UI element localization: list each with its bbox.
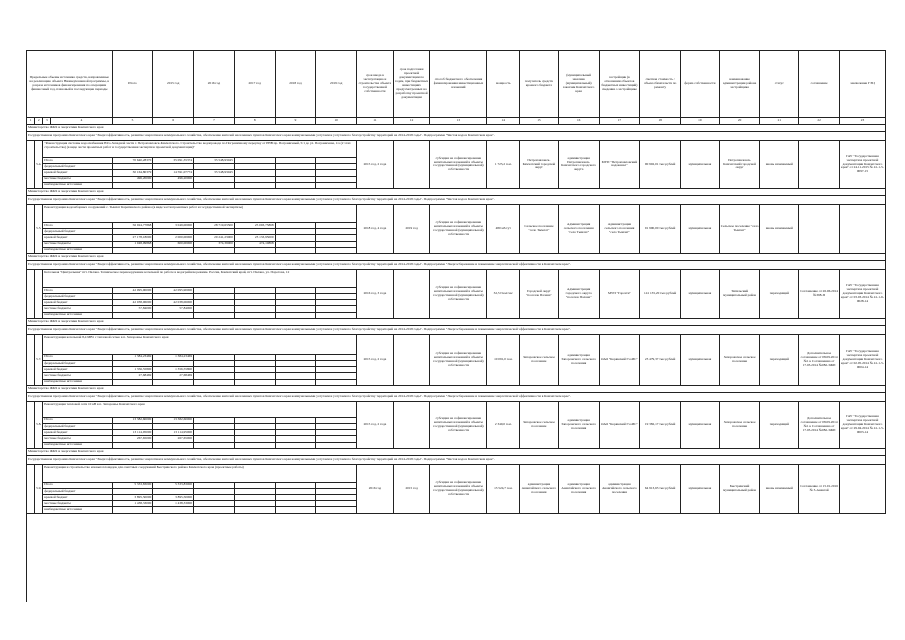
column-number: 5 — [112, 118, 153, 125]
header-col-2017: 2017 год — [234, 51, 275, 118]
object-title: Котельная "Центральная" пгт. Палана. Техническое перевооружение котельной по работе в водогрейном режиме. Россия, Камчатский край, пгт. Палана, ул. Поротова, 12 — [43, 269, 357, 287]
program-row — [27, 392, 886, 401]
finance-source-label: местные бюджеты — [43, 306, 112, 312]
object-admin: Петропавловск-Камчатский городской округ — [719, 141, 760, 189]
object-title-row — [27, 141, 886, 158]
object-capacity: 2 340,0 п.м. — [487, 401, 520, 448]
ministry-row — [27, 188, 886, 195]
program-row — [27, 455, 886, 464]
object-title: Реконструкция тепловой сети 10 кВ в п. Запорожье Камчатского края — [43, 401, 357, 417]
column-number: 9 — [275, 118, 316, 125]
header-col-expertise: заключение ГЭЦ — [839, 51, 885, 118]
header-col-admin: наименование администрации района застройщика — [719, 51, 760, 118]
object-customer: администрация Запорожского сельского поселения — [558, 334, 599, 385]
object-admin: Запорожское сельское поселение — [719, 334, 760, 385]
column-numbers-row — [27, 118, 886, 125]
object-design-term — [393, 269, 430, 318]
finance-2017: 25 093,75868 — [234, 222, 275, 228]
spacer-cell — [27, 334, 35, 385]
finance-2015: 13 382,60000 — [153, 417, 194, 423]
object-capacity: 10 091,0 п.м. — [487, 334, 520, 385]
ministry-row — [27, 448, 886, 455]
ministry-name: Министерство ЖКХ и энергетики Камчатского края — [27, 125, 886, 132]
finance-2015: 13 114,95000 — [153, 430, 194, 436]
finance-total: 13 382,60000 — [112, 417, 153, 423]
document-sheet — [26, 50, 886, 602]
header-col-sources: Предельные объемы источника средств, направленные на реализацию объекта Нижнеуказанной программы, в разрезе источников финансирования по операциям финансовый год, плановый и последующие периоды — [27, 51, 113, 118]
finance-total: 30 164,80379 — [112, 170, 153, 176]
object-expertise: ГАУ "Государственная экспертиза проектной документации Камчатского края" от 03.03.2014 № 41-1-6-0028-14 — [839, 269, 885, 318]
finance-source-label: федеральный бюджет — [43, 294, 112, 300]
object-admin: Сельское поселение "село Тымлат" — [719, 204, 760, 253]
object-design-term — [393, 401, 430, 448]
object-term: 2015 год, 2 года — [357, 334, 394, 385]
finance-total: 42 038,06000 — [112, 300, 153, 306]
finance-source-label: внебюджетные источники — [43, 312, 112, 318]
finance-source-label: местные бюджеты — [43, 176, 112, 182]
finance-total: 267,65000 — [112, 436, 153, 442]
column-number: 4 — [51, 118, 112, 125]
finance-total: 496,20000 — [112, 176, 153, 182]
object-customer: Администрация городского округа "поселок Палана" — [558, 269, 599, 318]
spacer-cell — [27, 204, 35, 253]
ministry-name: Министерство ЖКХ и энергетики Камчатского края — [27, 188, 886, 195]
spacer-cell — [27, 269, 35, 318]
object-agreement: Дополнительное соглашение от 08.09.2014 №1 к Соглашению от 17.03.2014 №082-3ЖП — [799, 401, 840, 448]
object-number: 5.4. — [35, 141, 43, 189]
object-title: Реконструкция и строительство иловых площадок для очистных сооружений Быстринского района Камчатского края (проектные работы) — [43, 464, 357, 482]
finance-2017: 474,10868 — [234, 241, 275, 247]
finance-source-label: федеральный бюджет — [43, 164, 112, 170]
spacer-cell — [27, 141, 35, 189]
object-capacity: 32,5 Гкал/час — [487, 269, 520, 318]
column-number: 10 — [316, 118, 357, 125]
object-number — [35, 269, 43, 318]
header-col-capacity: мощность — [487, 51, 520, 118]
object-status: переходящий — [760, 269, 799, 318]
object-title: Реконструкция котельной 8,4 МВт с тепловой сетью в п. Запорожье Камчатского края — [43, 334, 357, 354]
object-recipient: Сельское поселение "село Тымлат" — [520, 204, 559, 253]
object-title-row — [27, 464, 886, 482]
object-agreement: Соглашение от 15.01.2016 № 3-Анавгай — [799, 464, 840, 513]
header-col-agreement: соглашение — [799, 51, 840, 118]
object-term: 2015 год, 2 года — [357, 141, 394, 189]
finance-source-label: федеральный бюджет — [43, 423, 112, 429]
finance-2016 — [194, 507, 235, 513]
ministry-name: Министерство ЖКХ и энергетики Камчатского края — [27, 448, 886, 455]
finance-2017 — [234, 507, 275, 513]
object-status: вновь начинаемый — [760, 141, 799, 189]
object-term: 2018 год, 4 года — [357, 204, 394, 253]
spacer-cell — [27, 401, 35, 448]
finance-total: 1 384,23469 — [112, 354, 153, 360]
finance-source-label: внебюджетные источники — [43, 182, 112, 188]
finance-source-label: федеральный бюджет — [43, 361, 112, 367]
program-name: Государственная программа Камчатского края "Энергоэффективность, развитие энергетики и коммунального хозяйства, обеспечение жителей населенных пунктов Камчатского края коммунальными услугами и услугами по благоустройству территорий на 2014-2018 годы". Подпрограмма "Энергосбережение и повышение энергетической эффективности в Камчатском крае". — [27, 325, 886, 334]
finance-2016: 374,39000 — [194, 241, 235, 247]
column-number: 19 — [681, 118, 720, 125]
finance-total: 3 895,50000 — [112, 495, 153, 501]
column-number: 12 — [393, 118, 430, 125]
finance-source-label: местные бюджеты — [43, 436, 112, 442]
object-design-term: 2019 год — [393, 204, 430, 253]
object-admin: Быстринский муниципальный район — [719, 464, 760, 513]
finance-source-label: внебюджетные источники — [43, 247, 112, 253]
object-ownership: муниципальная — [681, 464, 720, 513]
finance-source-label: Итого — [43, 158, 112, 164]
objects-table — [26, 50, 886, 514]
finance-source-label: внебюджетные источники — [43, 442, 112, 448]
object-developer: Администрация сельского поселения "село Тымлат" — [599, 204, 640, 253]
object-method: субсидия на софинансирование капитальных вложений в объекты государственной (муниципальной) собственности — [430, 141, 487, 189]
object-customer: администрация Запорожского сельского поселения — [558, 401, 599, 448]
column-number: 23 — [839, 118, 885, 125]
finance-2015: 5 333,83000 — [153, 482, 194, 488]
program-name: Государственная программа Камчатского края "Энергоэффективность, развитие энергетики и коммунального хозяйства, обеспечение жителей населенных пунктов Камчатского края коммунальными услугами и услугами по благоустройству территорий на 2014-2018 годы". Подпрограмма "Чистая вода в Камчатском крае". — [27, 132, 886, 141]
ministry-name: Министерство ЖКХ и энергетики Камчатского края — [27, 253, 886, 260]
program-name: Государственная программа Камчатского края "Энергоэффективность, развитие энергетики и коммунального хозяйства, обеспечение жителей населенных пунктов Камчатского края коммунальными услугами и услугами по благоустройству территорий на 2014-2018 годы". Подпрограмма "Энергосбережение и повышение энергетической эффективности в Камчатском крае". — [27, 260, 886, 269]
program-row — [27, 195, 886, 204]
finance-2015 — [153, 507, 194, 513]
header-col-ownership: форма собственности — [681, 51, 720, 118]
finance-2015: 27,68469 — [153, 373, 194, 379]
finance-2015: 496,20000 — [153, 176, 194, 182]
finance-total: 70 640,28370 — [112, 158, 153, 164]
header-col-2018: 2018 год — [275, 51, 316, 118]
finance-2015: 3 895,50000 — [153, 495, 194, 501]
object-customer: администрация Петропавловск-Камчатского городского округа — [558, 141, 599, 189]
finance-source-label: местные бюджеты — [43, 373, 112, 379]
finance-2015: 2 000,00000 — [153, 235, 194, 241]
object-status: вновь начинаемый — [760, 464, 799, 513]
object-customer: Администрация сельского поселения "село Тымлат" — [558, 204, 599, 253]
ministry-row — [27, 318, 886, 325]
object-number: 5.9. — [35, 464, 43, 513]
ministry-row — [27, 125, 886, 132]
column-number: 16 — [558, 118, 599, 125]
object-method: субсидия на софинансирование капитальных вложений в объекты государственной (муниципальной) собственности — [430, 401, 487, 448]
object-term: 2016 год — [357, 464, 394, 513]
finance-source-label: местные бюджеты — [43, 501, 112, 507]
header-col-cost: сметная стоимость / объем обязательств по ремонту — [640, 51, 681, 118]
object-cost: 91 990,00 тыс.рублей — [640, 204, 681, 253]
object-recipient: Запорожское сельское поселение — [520, 334, 559, 385]
object-status: переходящий — [760, 401, 799, 448]
object-title: "Реконструкция системы водоснабжения Юго-Западной части г. Петропавловск-Камчатского. Строительство водопровода по Пограничному переулку от РНВ пр. Пограничный, 5/1 до ул. Пограничная, 1/а (2 этап строительства) (в виде части проектных работ и государственная экспертиза проектной документации)" — [43, 141, 357, 158]
finance-source-label: Итого — [43, 354, 112, 360]
column-number: 2 — [35, 118, 43, 125]
object-title-row — [27, 269, 886, 287]
program-row — [27, 325, 886, 334]
finance-source-label: местные бюджеты — [43, 241, 112, 247]
program-name: Государственная программа Камчатского края "Энергоэффективность, развитие энергетики и коммунального хозяйства, обеспечение жителей населенных пунктов Камчатского края коммунальными услугами и услугами по благоустройству территорий на 2014-2018 годы". Подпрограмма "Чистая вода в Камчатском крае". — [27, 455, 886, 464]
finance-2016: 28 719,63500 — [194, 222, 235, 228]
finance-total: 56 924,77868 — [112, 222, 153, 228]
ministry-name: Министерство ЖКХ и энергетики Камчатского края — [27, 385, 886, 392]
column-number: 8 — [234, 118, 275, 125]
object-cost: 90 902,01 тыс.рублей — [640, 141, 681, 189]
object-expertise — [839, 464, 885, 513]
object-agreement — [799, 141, 840, 189]
header-col-term: срок ввода в эксплуатацию и строительства объекта государственной собственности — [357, 51, 394, 118]
object-capacity: 1 725,2 п.м. — [487, 141, 520, 189]
finance-source-label: краевой бюджет — [43, 495, 112, 501]
program-name: Государственная программа Камчатского края "Энергоэффективность, развитие энергетики и коммунального хозяйства, обеспечение жителей населенных пунктов Камчатского края коммунальными услугами и услугами по благоустройству территорий на 2014-2018 годы". Подпрограмма "Энергосбережение и повышение энергетической эффективности в Камчатском крае". — [27, 392, 886, 401]
column-number: 17 — [599, 118, 640, 125]
column-number: 18 — [640, 118, 681, 125]
object-status: переходящий — [760, 334, 799, 385]
finance-2015: 600,00000 — [153, 241, 194, 247]
finance-total: 5 333,83000 — [112, 482, 153, 488]
object-design-term: 2015 год — [393, 464, 430, 513]
object-recipient: Городской округ "поселок Палана" — [520, 269, 559, 318]
header-col-total: Итого — [112, 51, 153, 118]
finance-2015: 1 356,55800 — [153, 367, 194, 373]
column-number: 20 — [719, 118, 760, 125]
finance-total: 42 095,90000 — [112, 287, 153, 293]
column-number: 1 — [27, 118, 35, 125]
object-admin: Тигильский муниципальный район — [719, 269, 760, 318]
object-expertise: ГАУ "Государственная экспертиза проектной документации Камчатского края" от 24.11.2015 № 41-1-5-0097-15 — [839, 141, 885, 189]
finance-source-label: внебюджетные источники — [43, 379, 112, 385]
object-recipient: Запорожское сельское поселение — [520, 401, 559, 448]
object-agreement: Соглашение от 26.06.2014 №398-П — [799, 269, 840, 318]
finance-total: 13 114,95000 — [112, 430, 153, 436]
spacer-cell — [27, 464, 35, 513]
header-row — [27, 51, 886, 118]
object-recipient: администрация Анавгайского сельского поселения — [520, 464, 559, 513]
finance-source-label: краевой бюджет — [43, 367, 112, 373]
object-title-row — [27, 401, 886, 417]
object-number: 5.7. — [35, 334, 43, 385]
object-ownership: муниципальная — [681, 269, 720, 318]
finance-total: 1 356,55800 — [112, 367, 153, 373]
finance-2015: 14 591,07774 — [153, 170, 194, 176]
finance-total: 27 178,18000 — [112, 235, 153, 241]
finance-2015: 42 038,06000 — [153, 300, 194, 306]
finance-2015: 1 438,33000 — [153, 501, 194, 507]
finance-2015: 35 091,35374 — [153, 158, 194, 164]
object-number: 5.5. — [35, 204, 43, 253]
column-number: 21 — [760, 118, 799, 125]
finance-2018 — [275, 507, 316, 513]
object-method: субсидия на софинансирование капитальных вложений в объекты государственной (муниципальной) собственности — [430, 334, 487, 385]
program-name: Государственная программа Камчатского края "Энергоэффективность, развитие энергетики и коммунального хозяйства, обеспечение жителей населенных пунктов Камчатского края коммунальными услугами и услугами по благоустройству территорий на 2014-2018 годы". Подпрограмма "Чистая вода в Камчатском крае". — [27, 195, 886, 204]
object-admin: Запорожское сельское поселение — [719, 401, 760, 448]
object-agreement: Дополнительное соглашение от 08.09.2014 №1 к Соглашению от 17.03.2014 №082-3ЖП — [799, 334, 840, 385]
finance-2015: 267,65000 — [153, 436, 194, 442]
object-term: 2015 год, 2 года — [357, 401, 394, 448]
column-number: 22 — [799, 118, 840, 125]
finance-2016: 35 548,93045 — [194, 158, 235, 164]
column-number: 3 — [43, 118, 51, 125]
column-number: 14 — [487, 118, 520, 125]
object-ownership: муниципальная — [681, 204, 720, 253]
object-title-row — [27, 204, 886, 222]
finance-source-label: краевой бюджет — [43, 300, 112, 306]
finance-source-label: Итого — [43, 287, 112, 293]
object-cost: 64 913,63 тыс.рублей — [640, 464, 681, 513]
finance-source-label: краевой бюджет — [43, 170, 112, 176]
finance-total: 1 048,99868 — [112, 241, 153, 247]
header-col-2015: 2015 год — [153, 51, 194, 118]
finance-2015: 3 049,00000 — [153, 222, 194, 228]
object-method: субсидия на софинансирование капитальных вложений в объекты государственной (муниципальной) собственности — [430, 204, 487, 253]
finance-source-label: федеральный бюджет — [43, 488, 112, 494]
header-col-2016: 2016 год — [194, 51, 235, 118]
object-design-term — [393, 334, 430, 385]
column-number: 7 — [194, 118, 235, 125]
object-developer: МУП "Петропавловский водоканал" — [599, 141, 640, 189]
finance-source-label: краевой бюджет — [43, 430, 112, 436]
finance-total: 1 438,33000 — [112, 501, 153, 507]
finance-2019 — [316, 507, 357, 513]
object-term: 2016 год, 3 года — [357, 269, 394, 318]
object-ownership: муниципальная — [681, 334, 720, 385]
ministry-name: Министерство ЖКХ и энергетики Камчатского края — [27, 318, 886, 325]
object-status: вновь начинаемый — [760, 204, 799, 253]
object-capacity: 13 524,7 п.м. — [487, 464, 520, 513]
finance-source-label: федеральный бюджет — [43, 229, 112, 235]
object-expertise — [839, 204, 885, 253]
object-expertise: ГАУ "Государственная экспертиза проектной документации Камчатского края" от 02.05.2014 № 41-1-5-0004-14 — [839, 334, 885, 385]
program-row — [27, 260, 886, 269]
object-ownership: муниципальная — [681, 401, 720, 448]
object-cost: 141 135,20 тыс.рублей — [640, 269, 681, 318]
header-col-developer: застройщик (в отношении объектов бюджетных инвестиций) сведения о застройщике — [599, 51, 640, 118]
header-col-recipient: получатель средств краевого бюджета — [520, 51, 559, 118]
object-number: 5.8. — [35, 401, 43, 448]
finance-source-label: Итого — [43, 222, 112, 228]
header-col-method: способ бюджетного обеспечения финансирования инвестиционных вложений — [430, 51, 487, 118]
header-col-status: статус — [760, 51, 799, 118]
object-developer: ОАО "Корякский ГэоИС" — [599, 401, 640, 448]
ministry-row — [27, 253, 886, 260]
object-agreement — [799, 204, 840, 253]
column-number: 15 — [520, 118, 559, 125]
object-method: субсидия на софинансирование капитальных вложений в объекты государственной (муниципальной) собственности — [430, 464, 487, 513]
object-title-row — [27, 334, 886, 354]
column-number: 6 — [153, 118, 194, 125]
object-developer: МУП "Горсети" — [599, 269, 640, 318]
object-capacity: 480 м3/сут — [487, 204, 520, 253]
header-col-2019: 2019 год — [316, 51, 357, 118]
header-col-customer: (муниципальный заказчик (муниципальный) заказчик Камчатского края — [558, 51, 599, 118]
object-design-term — [393, 141, 430, 189]
finance-2016: 35 548,93045 — [194, 170, 235, 176]
finance-total: 27,68469 — [112, 373, 153, 379]
finance-total — [112, 507, 153, 513]
object-cost: 19 382,17 тыс.рублей — [640, 401, 681, 448]
finance-2016: 20 241,23000 — [194, 235, 235, 241]
finance-source-label: Итого — [43, 482, 112, 488]
finance-source-label: Итого — [43, 417, 112, 423]
object-cost: 23 479,37 тыс.рублей — [640, 334, 681, 385]
finance-2017: 23 133,95000 — [234, 235, 275, 241]
ministry-row — [27, 385, 886, 392]
finance-2015: 1 384,23469 — [153, 354, 194, 360]
finance-total: 57,84000 — [112, 306, 153, 312]
column-number: 11 — [357, 118, 394, 125]
object-customer: администрация Анавгайского сельского поселения — [558, 464, 599, 513]
object-expertise: ГАУ "Государственная экспертиза проектной документации Камчатского края" от 29.04.2014 № 41-1-5-0003-14 — [839, 401, 885, 448]
program-row — [27, 132, 886, 141]
column-number: 13 — [430, 118, 487, 125]
object-title: Реконструкция водозаборных сооружений с. Тымлат Карагинского района (в виде части проектных работ и государственной экспертизы) — [43, 204, 357, 222]
finance-source-label: краевой бюджет — [43, 235, 112, 241]
header-col-design: срок подготовки проектной документации по годам, при бюджетных инвестициях предусмотренных на разработку проектной документации — [393, 51, 430, 118]
object-developer: ОАО "Корякский ГэоИС" — [599, 334, 640, 385]
object-ownership: муниципальная — [681, 141, 720, 189]
object-recipient: Петропавловск-Камчатский городской округ — [520, 141, 559, 189]
object-method: субсидия на софинансирование капитальных вложений в объекты государственной (муниципальной) собственности — [430, 269, 487, 318]
object-developer: администрация Анавгайского сельского поселения — [599, 464, 640, 513]
finance-2015: 57,84000 — [153, 306, 194, 312]
finance-2015: 42 095,90000 — [153, 287, 194, 293]
finance-source-label: внебюджетные источники — [43, 507, 112, 513]
